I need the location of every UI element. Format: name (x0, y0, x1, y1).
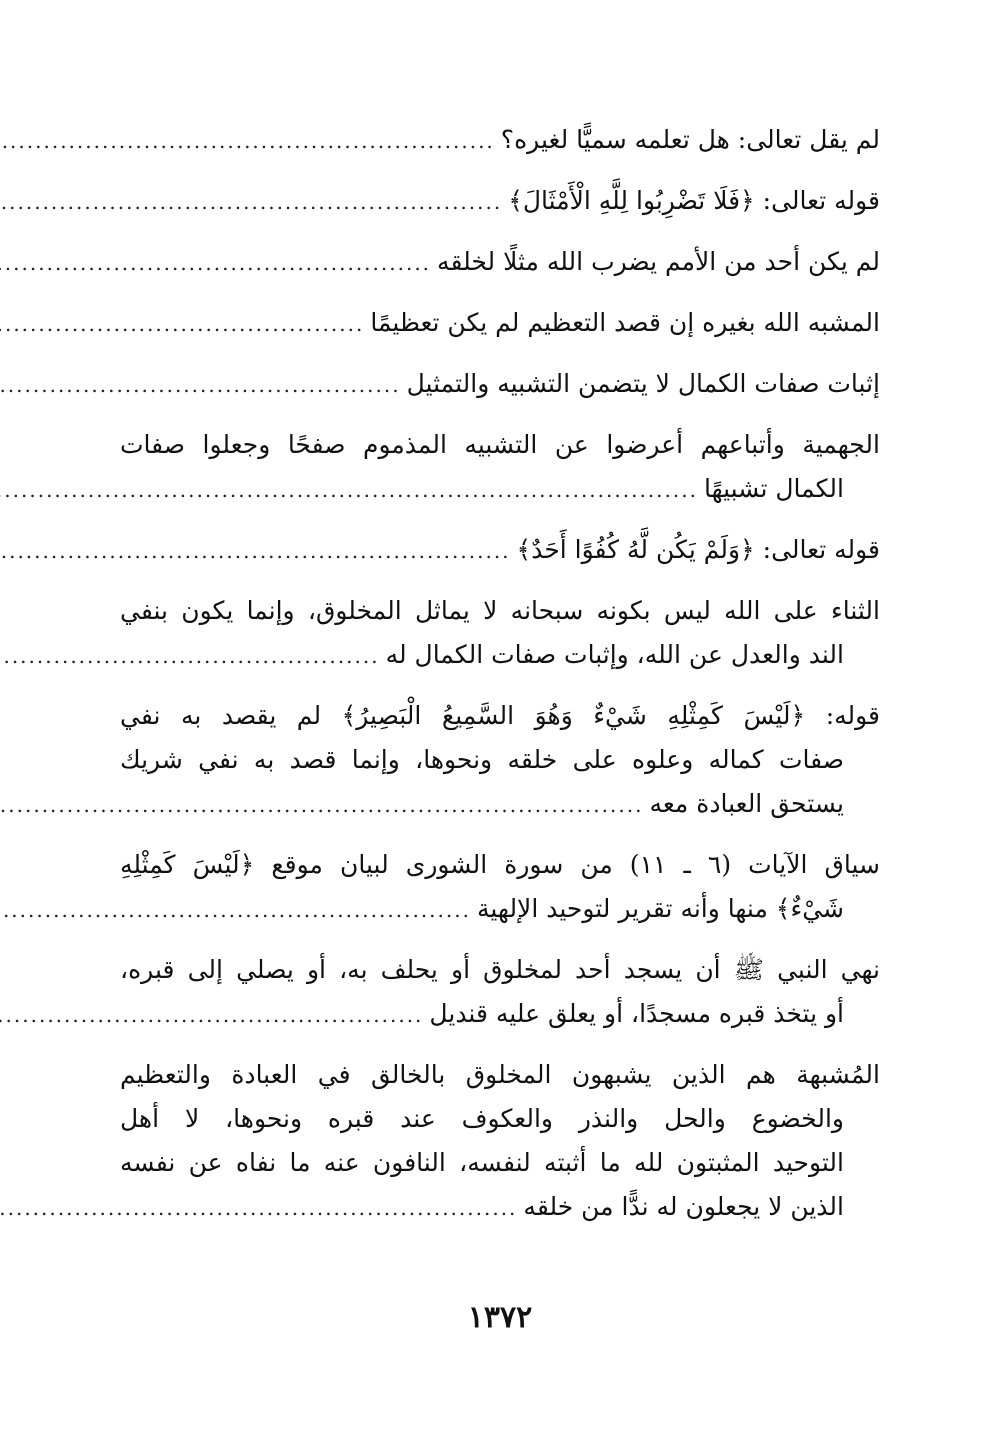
leader-dots (0, 993, 429, 1037)
entry-line: والخضوع والحل والنذر والعكوف عند قبره ونحوها، لا أهل (120, 1104, 844, 1133)
entry-text: قوله تعالى: ﴿فَلَا تَضْرِبُوا لِلَّهِ الْأَمْثَالَ﴾ (508, 186, 880, 215)
entry-text: المشبه الله بغيره إن قصد التعظيم لم يكن تعظيمًا (370, 308, 880, 337)
entry-text: الكمال تشبيهًا (703, 474, 844, 503)
index-page (120, 118, 880, 1246)
entry-text: إثبات صفات الكمال لا يتضمن التشبيه والتمثيل (406, 369, 880, 398)
entry-line: المُشبهة هم الذين يشبهون المخلوق بالخالق في العبادة والتعظيم (120, 1060, 880, 1089)
entry-text: الذين لا يجعلون له ندًّا من خلقه (523, 1192, 844, 1221)
leader-dots (0, 302, 370, 346)
entry-text: شَيْءٌ﴾ منها وأنه تقرير لتوحيد الإلهية (476, 894, 844, 923)
index-entry (120, 948, 880, 1037)
leader-dots (0, 180, 508, 224)
index-entry (120, 1053, 880, 1230)
index-entry (120, 843, 880, 932)
leader-dots (0, 241, 437, 285)
index-entry (120, 528, 880, 573)
leader-dots (0, 1186, 523, 1230)
page-folio-number: ١٣٧٢ (467, 1300, 533, 1335)
entry-text: لم يقل تعالى: هل تعلمه سميًّا لغيره؟ (500, 125, 880, 154)
entry-text: أو يتخذ قبره مسجدًا، أو يعلق عليه قنديل (429, 999, 844, 1028)
leader-dots (0, 783, 649, 827)
entry-text: يستحق العبادة معه (649, 789, 844, 818)
entry-text: الند والعدل عن الله، وإثبات صفات الكمال له (385, 640, 844, 669)
index-entry (120, 362, 880, 407)
leader-dots (0, 634, 386, 678)
index-entry (120, 118, 880, 163)
leader-dots (0, 468, 704, 512)
entry-line: الثناء على الله ليس بكونه سبحانه لا يماثل المخلوق، وإنما يكون بنفي (120, 596, 880, 625)
index-entry (120, 179, 880, 224)
index-entry (120, 301, 880, 346)
entry-text: قوله تعالى: ﴿وَلَمْ يَكُن لَّهُ كُفُوًا أَحَدٌ﴾ (516, 535, 880, 564)
entry-text: لم يكن أحد من الأمم يضرب الله مثلًا لخلقه (437, 247, 880, 276)
index-entry (120, 694, 880, 827)
entry-line: سياق الآيات (٦ ـ ١١) من سورة الشورى لبيان موقع ﴿لَيْسَ كَمِثْلِهِ (120, 850, 881, 879)
entry-line: قوله: ﴿لَيْسَ كَمِثْلِهِ شَيْءٌ وَهُوَ السَّمِيعُ الْبَصِيرُ﴾ لم يقصد به نفي (120, 701, 880, 730)
entry-line: الجهمية وأتباعهم أعرضوا عن التشبيه المذموم صفحًا وجعلوا صفات (120, 430, 880, 459)
leader-dots (0, 529, 517, 573)
entry-line: صفات كماله وعلوه على خلقه ونحوها، وإنما قصد به نفي شريك (120, 745, 844, 774)
index-entry (120, 589, 880, 678)
leader-dots (0, 119, 501, 163)
leader-dots (0, 363, 407, 407)
entry-line: نهي النبي ﷺ أن يسجد أحد لمخلوق أو يحلف به، أو يصلي إلى قبره، (120, 955, 880, 984)
index-entry (120, 423, 880, 512)
leader-dots (0, 888, 477, 932)
index-entry (120, 240, 880, 285)
entry-line: التوحيد المثبتون لله ما أثبته لنفسه، النافون عنه ما نفاه عن نفسه (120, 1148, 844, 1177)
